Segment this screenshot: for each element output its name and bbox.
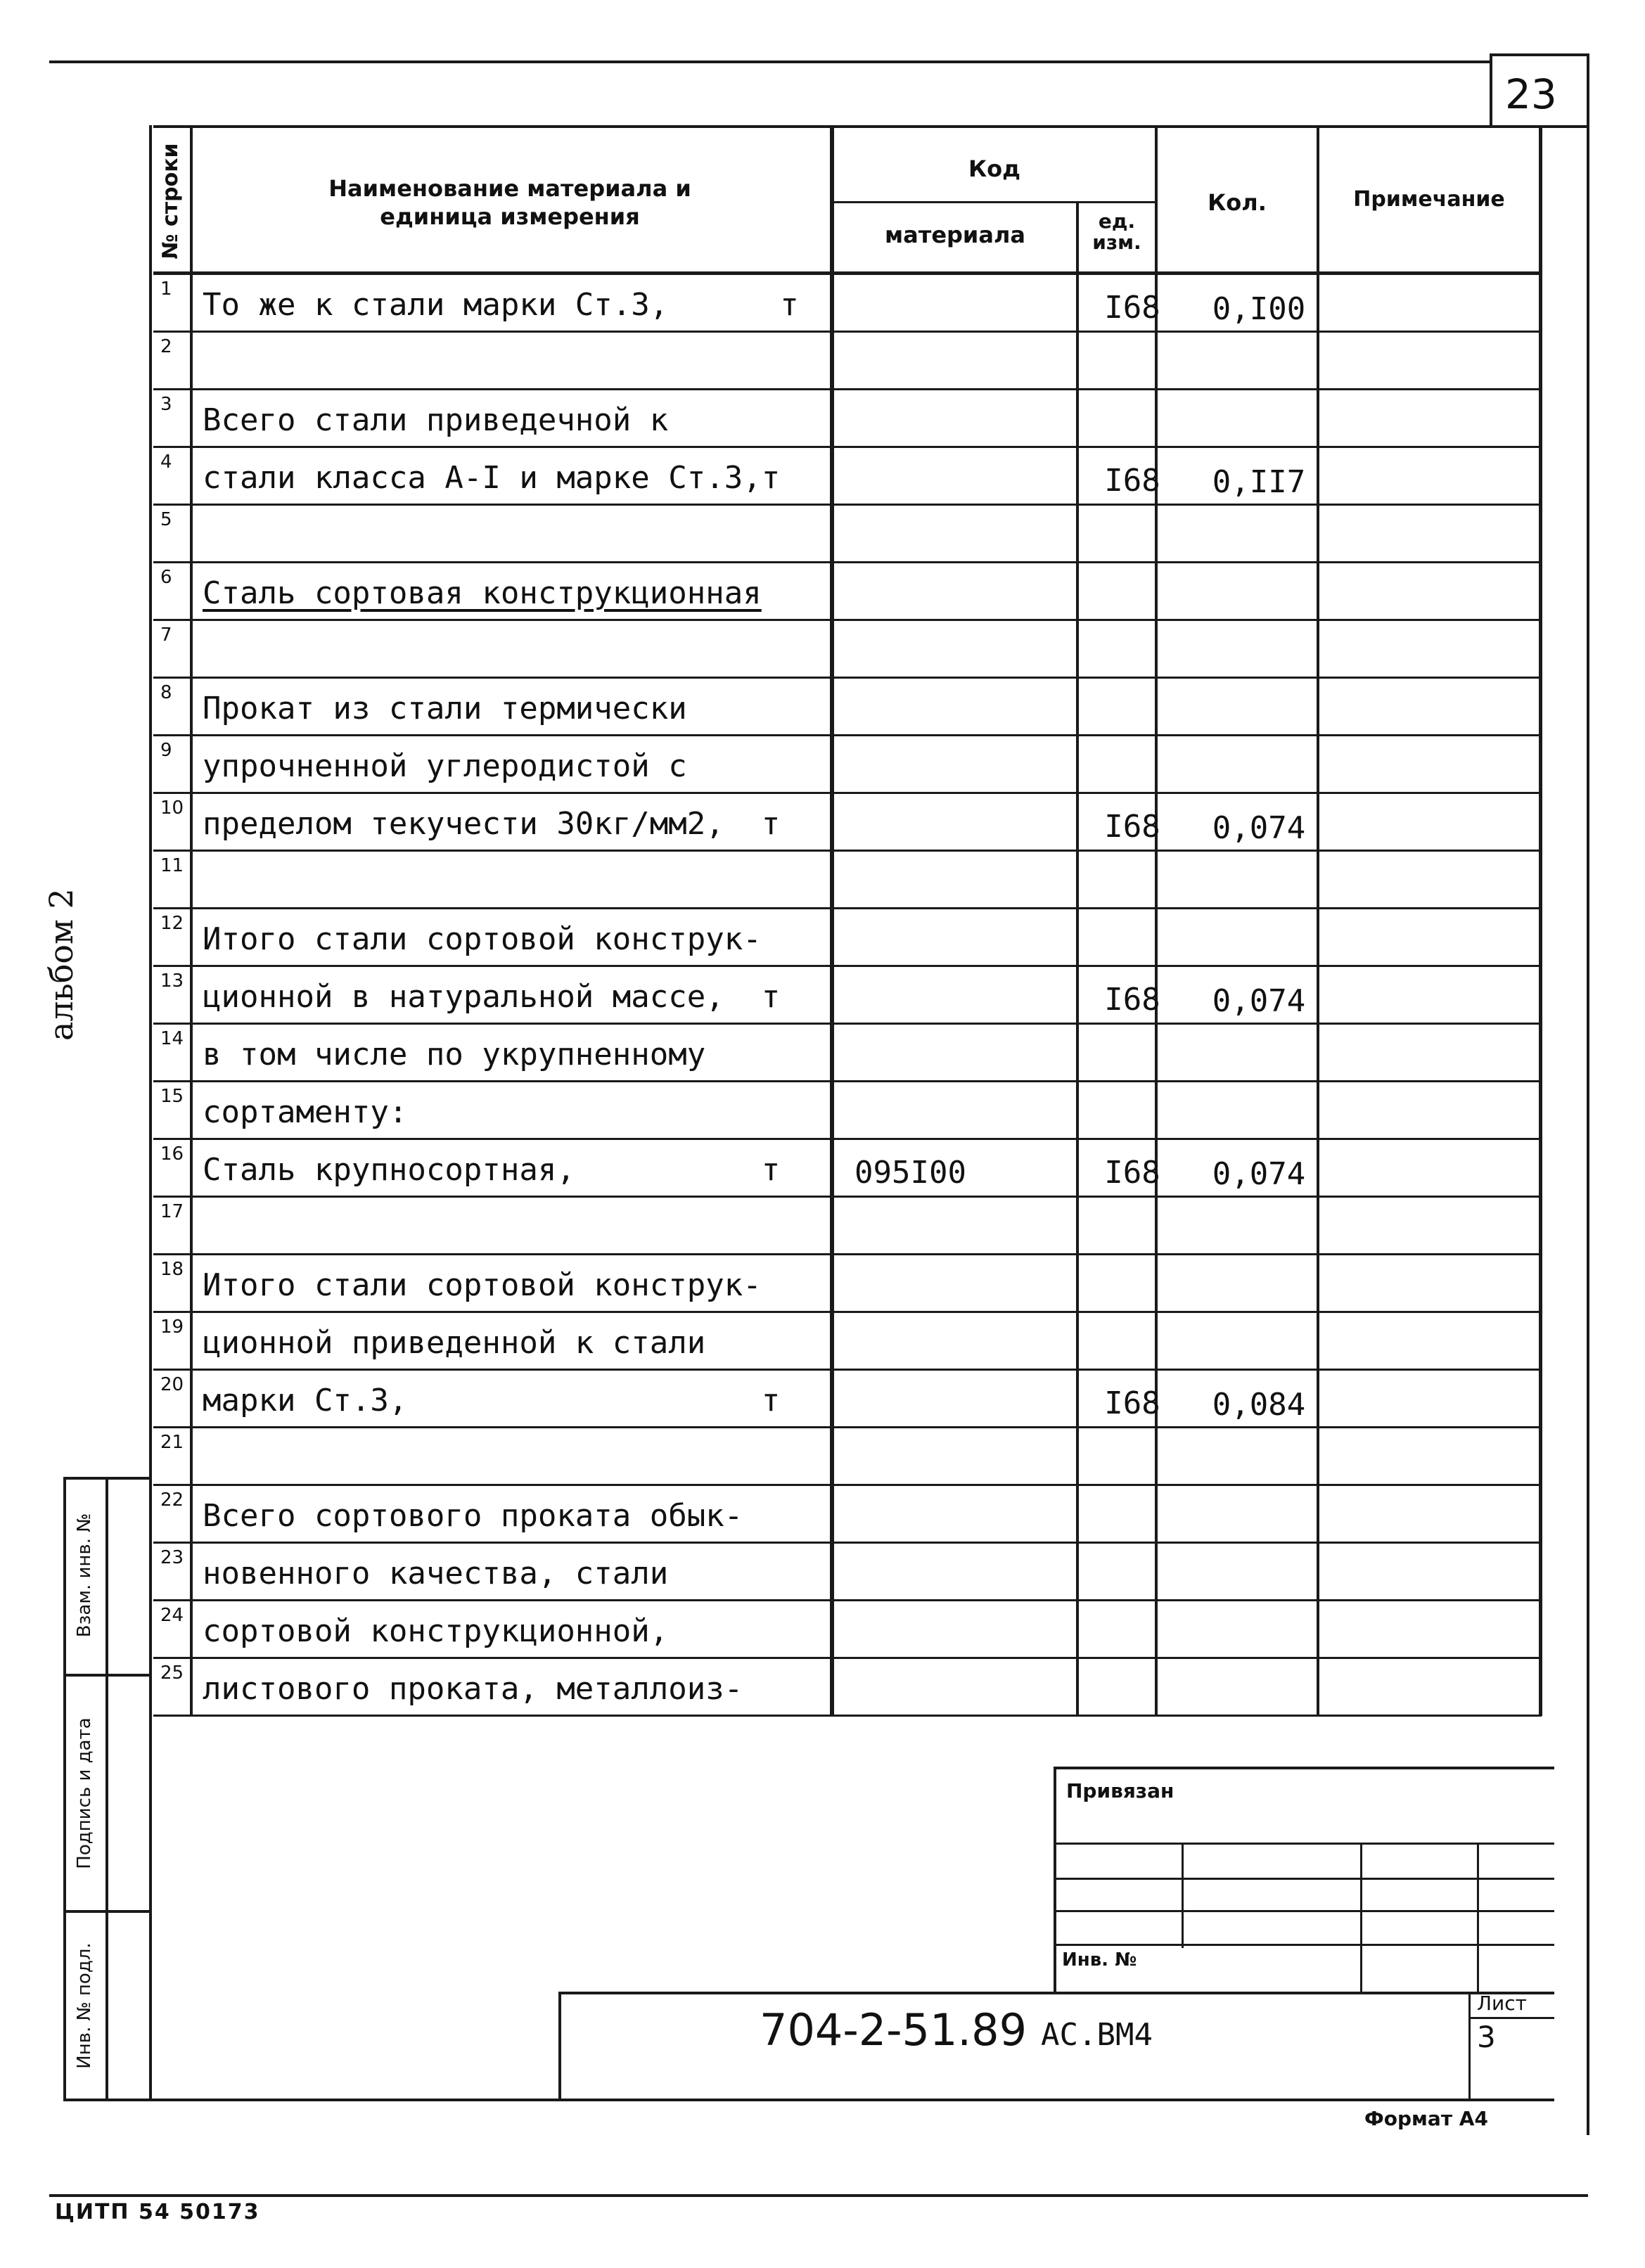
side-strip-left bbox=[63, 1477, 66, 2101]
stamp-h4 bbox=[1054, 1944, 1554, 1946]
row-number: 20 bbox=[160, 1374, 184, 1395]
row-quantity: 0,074 bbox=[1212, 983, 1306, 1019]
row-text: упрочненной углеродистой с bbox=[203, 748, 687, 784]
album-label: альбом 2 bbox=[42, 888, 80, 1041]
row-line bbox=[153, 1599, 1542, 1601]
stamp-v2 bbox=[1360, 1843, 1362, 1993]
row-number: 12 bbox=[160, 913, 184, 934]
code-sub-line bbox=[830, 201, 1158, 203]
row-text: Всего сортового проката обык- bbox=[203, 1498, 743, 1534]
row-line bbox=[153, 734, 1542, 736]
row-line bbox=[153, 1484, 1542, 1486]
row-text: ционной приведенной к стали bbox=[203, 1325, 706, 1361]
row-line bbox=[153, 1542, 1542, 1544]
format-label: Формат А4 bbox=[1364, 2107, 1488, 2130]
stamp-top bbox=[1054, 1767, 1554, 1769]
row-line bbox=[153, 792, 1542, 794]
stamp-left bbox=[1054, 1767, 1056, 1993]
inv-no-label: Инв. № bbox=[1062, 1949, 1137, 1971]
row-unit-code: I68 bbox=[1104, 982, 1160, 1018]
header-name: Наименование материала и единица измерения bbox=[328, 175, 691, 230]
row-number: 4 bbox=[160, 451, 172, 473]
row-number: 3 bbox=[160, 394, 172, 415]
row-number: 6 bbox=[160, 567, 172, 588]
stamp-main-top bbox=[558, 1992, 1554, 1994]
stamp-sheet-mid bbox=[1468, 2017, 1554, 2019]
row-line bbox=[153, 1138, 1542, 1140]
row-unit-code: I68 bbox=[1104, 809, 1160, 845]
side-inv-podl: Инв. № подл. bbox=[74, 1942, 95, 2069]
row-text: сортовой конструкционной, bbox=[203, 1613, 669, 1649]
row-unit-code: I68 bbox=[1104, 290, 1160, 326]
row-line bbox=[153, 1426, 1542, 1428]
row-unit-code: I68 bbox=[1104, 1155, 1160, 1191]
row-number: 10 bbox=[160, 797, 184, 819]
row-line bbox=[153, 677, 1542, 679]
row-text: Сталь крупносортная, т bbox=[203, 1152, 781, 1188]
row-number: 17 bbox=[160, 1201, 184, 1222]
side-podpis: Подпись и дата bbox=[74, 1717, 95, 1869]
col-line-qty bbox=[1317, 125, 1319, 1716]
row-quantity: 0,I00 bbox=[1212, 291, 1306, 327]
row-line bbox=[153, 965, 1542, 967]
row-quantity: 0,084 bbox=[1212, 1387, 1306, 1423]
col-line-name bbox=[830, 125, 834, 1716]
row-number: 8 bbox=[160, 682, 172, 703]
row-line bbox=[153, 1311, 1542, 1313]
row-unit-code: I68 bbox=[1104, 463, 1160, 499]
row-number: 11 bbox=[160, 855, 184, 876]
frame-left bbox=[149, 125, 152, 2101]
row-text: новенного качества, стали bbox=[203, 1556, 669, 1591]
page-number: 23 bbox=[1505, 70, 1557, 118]
top-rule bbox=[49, 60, 1490, 63]
stamp-v3 bbox=[1477, 1843, 1479, 1993]
frame-right bbox=[1587, 53, 1589, 2135]
header-code: Код bbox=[968, 155, 1020, 182]
row-line bbox=[153, 504, 1542, 506]
row-line bbox=[153, 1080, 1542, 1082]
sheet-label: Лист bbox=[1477, 1992, 1527, 2015]
row-line bbox=[153, 850, 1542, 852]
side-strip-div1 bbox=[63, 1674, 151, 1677]
bottom-rule bbox=[49, 2194, 1588, 2197]
row-material-code: 095I00 bbox=[854, 1155, 966, 1191]
row-line bbox=[153, 907, 1542, 909]
row-quantity: 0,074 bbox=[1212, 1156, 1306, 1192]
row-number: 18 bbox=[160, 1259, 184, 1280]
row-number: 9 bbox=[160, 740, 172, 761]
row-text: сортаменту: bbox=[203, 1094, 408, 1130]
col-line-right bbox=[1539, 125, 1542, 1716]
row-line bbox=[153, 561, 1542, 563]
row-number: 24 bbox=[160, 1605, 184, 1626]
header-row-no: № строки bbox=[158, 143, 183, 260]
header-note: Примечание bbox=[1353, 187, 1505, 212]
row-number: 21 bbox=[160, 1432, 184, 1453]
row-number: 15 bbox=[160, 1086, 184, 1107]
header-bottom-line bbox=[153, 271, 1542, 275]
row-quantity: 0,074 bbox=[1212, 810, 1306, 846]
stamp-h3 bbox=[1054, 1910, 1554, 1912]
row-text: Итого стали сортовой конструк- bbox=[203, 921, 762, 957]
row-line bbox=[153, 1023, 1542, 1025]
side-vzam: Взам. инв. № bbox=[74, 1513, 95, 1638]
document-code-suffix: АС.ВМ4 bbox=[1041, 2017, 1153, 2053]
side-strip-mid bbox=[105, 1477, 108, 2101]
row-line bbox=[153, 331, 1542, 333]
row-text: То же к стали марки Ст.3, т bbox=[203, 287, 799, 323]
row-text: Прокат из стали термически bbox=[203, 691, 687, 726]
stamp-sheet-left bbox=[1468, 1992, 1471, 2101]
frame-top bbox=[153, 125, 1588, 128]
row-text: стали класса А-I и марке Ст.3,т bbox=[203, 460, 781, 496]
stamp-v1 bbox=[1182, 1843, 1184, 1948]
col-line-material bbox=[1076, 201, 1079, 1716]
row-text: ционной в натуральной массе, т bbox=[203, 979, 781, 1015]
row-number: 25 bbox=[160, 1662, 184, 1684]
row-line bbox=[153, 388, 1542, 390]
row-line bbox=[153, 1715, 1542, 1717]
row-text: марки Ст.3, т bbox=[203, 1383, 781, 1418]
footer-code: ЦИТП 54 50173 bbox=[55, 2200, 260, 2224]
row-text: Сталь сортовая конструкционная bbox=[203, 575, 762, 611]
row-text: Всего стали приведечной к bbox=[203, 402, 669, 438]
row-number: 7 bbox=[160, 624, 172, 646]
row-number: 14 bbox=[160, 1028, 184, 1049]
row-quantity: 0,II7 bbox=[1212, 464, 1306, 500]
row-text: листового проката, металлоиз- bbox=[203, 1671, 743, 1707]
row-line bbox=[153, 1253, 1542, 1255]
row-number: 13 bbox=[160, 970, 184, 992]
row-unit-code: I68 bbox=[1104, 1385, 1160, 1421]
row-number: 22 bbox=[160, 1489, 184, 1511]
row-line bbox=[153, 446, 1542, 448]
privyazan-label: Привязан bbox=[1066, 1779, 1174, 1802]
document-code-number: 704-2-51.89 bbox=[760, 2004, 1028, 2056]
header-material: материала bbox=[885, 222, 1025, 248]
row-number: 19 bbox=[160, 1316, 184, 1338]
side-strip-top bbox=[63, 1477, 151, 1480]
stamp-h2 bbox=[1054, 1878, 1554, 1880]
row-line bbox=[153, 1657, 1542, 1659]
page-num-box-left bbox=[1490, 53, 1492, 127]
stamp-main-left bbox=[558, 1992, 561, 2101]
document-code bbox=[760, 2004, 1153, 2056]
row-number: 23 bbox=[160, 1547, 184, 1568]
row-number: 16 bbox=[160, 1143, 184, 1165]
row-text: пределом текучести 30кг/мм2, т bbox=[203, 806, 781, 842]
row-text: в том числе по укрупненному bbox=[203, 1037, 706, 1072]
row-line bbox=[153, 1196, 1542, 1198]
page-num-box-top bbox=[1490, 53, 1588, 56]
row-number: 1 bbox=[160, 278, 172, 300]
row-number: 5 bbox=[160, 509, 172, 530]
header-unit: ед. изм. bbox=[1092, 210, 1141, 254]
row-line bbox=[153, 1369, 1542, 1371]
row-line bbox=[153, 619, 1542, 621]
frame-bottom bbox=[149, 2099, 1554, 2101]
row-text: Итого стали сортовой конструк- bbox=[203, 1267, 762, 1303]
row-number: 2 bbox=[160, 336, 172, 357]
stamp-h1 bbox=[1054, 1843, 1554, 1845]
col-line-unit bbox=[1155, 125, 1158, 1716]
header-qty: Кол. bbox=[1208, 189, 1267, 216]
sheet-number: 3 bbox=[1477, 2020, 1496, 2054]
